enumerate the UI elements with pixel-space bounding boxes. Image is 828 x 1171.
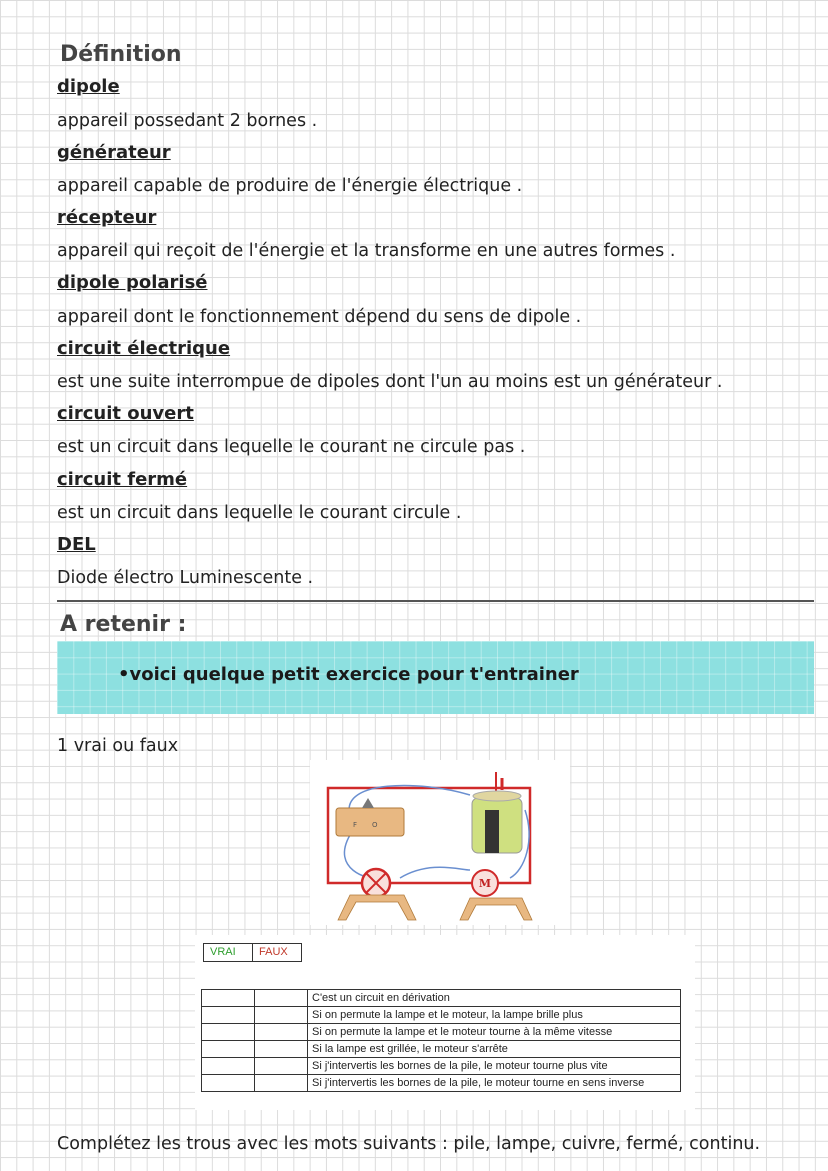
faux-cell[interactable] xyxy=(255,1058,308,1075)
faux-cell[interactable] xyxy=(255,1075,308,1092)
switch-label-f: F xyxy=(353,821,358,829)
vrai-label: VRAI xyxy=(204,944,253,961)
retenir-title: A retenir : xyxy=(60,612,187,637)
table-row xyxy=(202,990,681,1007)
vrai-cell[interactable] xyxy=(202,1007,255,1024)
faux-cell[interactable] xyxy=(255,1041,308,1058)
faux-cell[interactable] xyxy=(255,1024,308,1041)
switch-block xyxy=(336,808,404,836)
lamp-support xyxy=(338,895,416,920)
faux-cell[interactable] xyxy=(255,1007,308,1024)
term-recepteur: récepteur xyxy=(57,207,157,228)
vrai-cell[interactable] xyxy=(202,990,255,1007)
term-dipole: dipole xyxy=(57,76,120,97)
vrai-cell[interactable] xyxy=(202,1075,255,1092)
switch-label-o: O xyxy=(372,821,378,829)
blue-wire-bottom xyxy=(400,867,470,878)
table-row xyxy=(202,1075,681,1092)
definition-dipole: appareil possedant 2 bornes . xyxy=(57,111,318,131)
term-circuit-electrique: circuit électrique xyxy=(57,338,231,359)
battery-band xyxy=(485,810,499,853)
vrai-cell[interactable] xyxy=(202,1041,255,1058)
vrai-faux-header xyxy=(203,943,302,962)
table-row xyxy=(202,1041,681,1058)
vrai-cell[interactable] xyxy=(202,1024,255,1041)
switch-lever xyxy=(362,798,374,808)
statement-text: Si la lampe est grillée, le moteur s'arrête xyxy=(308,1041,681,1058)
statement-text: Si j'intervertis les bornes de la pile, le moteur tourne en sens inverse xyxy=(308,1075,681,1092)
circuit-illustration xyxy=(310,760,570,925)
definition-del: Diode électro Luminescente . xyxy=(57,568,314,588)
term-generateur: générateur xyxy=(57,142,171,163)
section-divider xyxy=(57,600,814,602)
faux-cell[interactable] xyxy=(255,990,308,1007)
fill-in-instructions: Complétez les trous avec les mots suivants : pile, lampe, cuivre, fermé, continu. xyxy=(57,1134,761,1154)
statement-text: Si on permute la lampe et le moteur, la lampe brille plus xyxy=(308,1007,681,1024)
definition-circuit-ferme: est un circuit dans lequelle le courant circule . xyxy=(57,503,462,523)
definition-circuit-ouvert: est un circuit dans lequelle le courant ne circule pas . xyxy=(57,437,526,457)
battery-top xyxy=(473,791,521,801)
vrai-cell[interactable] xyxy=(202,1058,255,1075)
term-dipole-polarise: dipole polarisé xyxy=(57,272,208,293)
definition-generateur: appareil capable de produire de l'énergie électrique . xyxy=(57,176,523,196)
motor-support xyxy=(460,898,532,920)
table-row xyxy=(202,1007,681,1024)
definition-recepteur: appareil qui reçoit de l'énergie et la transforme en une autres formes . xyxy=(57,241,676,261)
term-del: DEL xyxy=(57,534,96,555)
definition-circuit-electrique: est une suite interrompue de dipoles dont l'un au moins est un générateur . xyxy=(57,372,723,392)
exercise-1-label: 1 vrai ou faux xyxy=(57,736,179,756)
statement-text: Si j'intervertis les bornes de la pile, le moteur tourne plus vite xyxy=(308,1058,681,1075)
statement-text: C'est un circuit en dérivation xyxy=(308,990,681,1007)
definition-dipole-polarise: appareil dont le fonctionnement dépend du sens de dipole . xyxy=(57,307,582,327)
faux-label: FAUX xyxy=(259,946,288,958)
statements-table xyxy=(201,989,681,1092)
table-row xyxy=(202,1058,681,1075)
table-row xyxy=(202,1024,681,1041)
term-circuit-ferme: circuit fermé xyxy=(57,469,188,490)
motor-label: M xyxy=(478,877,492,890)
statement-text: Si on permute la lampe et le moteur tourne à la même vitesse xyxy=(308,1024,681,1041)
circuit-diagram xyxy=(310,760,570,925)
banner-text: •voici quelque petit exercice pour t'entrainer xyxy=(118,664,579,685)
term-circuit-ouvert: circuit ouvert xyxy=(57,403,194,424)
definitions-title: Définition xyxy=(60,42,182,67)
